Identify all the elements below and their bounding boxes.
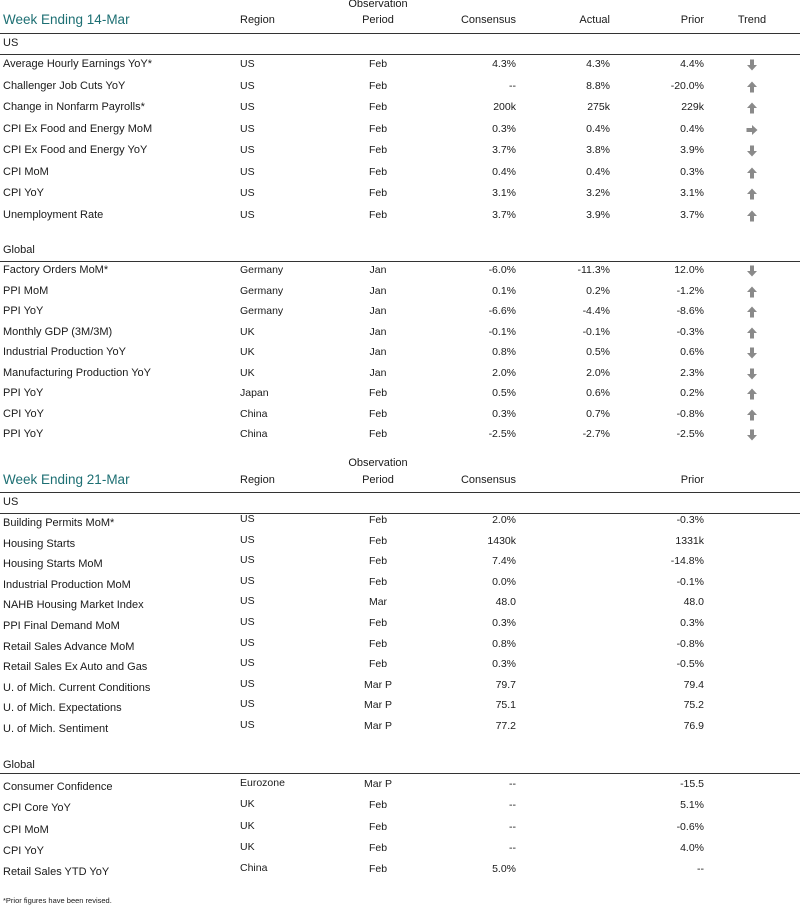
indicator-label: Housing Starts xyxy=(3,537,76,550)
header-rule xyxy=(0,492,800,493)
region-cell: US xyxy=(240,616,255,628)
consensus-cell: -0.1% xyxy=(488,325,516,338)
prior-cell: 2.3% xyxy=(680,366,704,379)
region-cell: US xyxy=(240,595,255,608)
section-rule xyxy=(0,261,800,262)
header-trend: Trend xyxy=(737,14,767,26)
prior-cell: 48.0 xyxy=(683,596,704,609)
region-cell: US xyxy=(240,122,255,135)
trend-up-icon xyxy=(745,209,759,223)
prior-cell: -1.2% xyxy=(676,284,704,297)
period-cell: Mar xyxy=(368,596,388,609)
trend-up-icon xyxy=(745,80,759,94)
section-heading: Global xyxy=(3,759,35,771)
consensus-cell: -- xyxy=(509,799,516,812)
indicator-label: Change in Nonfarm Payrolls* xyxy=(3,101,145,113)
actual-cell: 0.4% xyxy=(586,122,610,135)
period-cell: Feb xyxy=(368,575,388,588)
period-cell: Jan xyxy=(369,325,387,338)
prior-cell: -2.5% xyxy=(676,428,704,440)
header-region: Region xyxy=(240,474,275,486)
trend-up-icon xyxy=(745,101,759,115)
header-prior: Prior xyxy=(680,474,704,486)
actual-cell: 0.5% xyxy=(586,346,610,358)
consensus-cell: 0.4% xyxy=(492,165,516,178)
period-cell: Feb xyxy=(368,144,388,156)
prior-cell: 3.9% xyxy=(680,144,704,156)
consensus-cell: 200k xyxy=(493,101,516,113)
indicator-label: CPI YoY xyxy=(3,187,44,199)
period-cell: Jan xyxy=(369,284,387,297)
region-cell: UK xyxy=(240,819,255,832)
region-cell: US xyxy=(240,698,255,711)
actual-cell: -11.3% xyxy=(577,264,610,276)
period-cell: Feb xyxy=(368,101,388,113)
region-cell: US xyxy=(240,657,255,670)
week-title: Week Ending 14-Mar xyxy=(3,12,130,27)
prior-cell: -0.3% xyxy=(676,325,704,338)
indicator-label: Average Hourly Earnings YoY* xyxy=(3,58,153,70)
region-cell: UK xyxy=(240,366,255,379)
consensus-cell: 0.0% xyxy=(492,575,516,588)
header-observation: Observation xyxy=(348,0,408,10)
consensus-cell: 77.2 xyxy=(495,720,516,732)
trend-up-icon xyxy=(745,187,759,201)
consensus-cell: -6.6% xyxy=(488,305,516,317)
period-cell: Feb xyxy=(368,617,388,629)
region-cell: US xyxy=(240,187,255,199)
region-cell: UK xyxy=(240,798,255,811)
period-cell: Jan xyxy=(369,366,387,379)
trend-up-icon xyxy=(745,408,759,422)
consensus-cell: 5.0% xyxy=(492,863,516,876)
indicator-label: CPI Core YoY xyxy=(3,802,71,815)
region-cell: US xyxy=(240,719,255,731)
period-cell: Jan xyxy=(369,264,387,276)
period-cell: Feb xyxy=(368,514,388,526)
trend-down-icon xyxy=(745,367,759,381)
consensus-cell: 7.4% xyxy=(492,555,516,568)
consensus-cell: 48.0 xyxy=(495,596,516,609)
trend-down-icon xyxy=(745,264,759,278)
section-heading: US xyxy=(3,37,19,49)
consensus-cell: -6.0% xyxy=(488,264,516,276)
period-cell: Jan xyxy=(369,346,387,358)
consensus-cell: -- xyxy=(509,841,516,854)
header-prior: Prior xyxy=(680,14,704,26)
region-cell: China xyxy=(240,428,268,440)
section-rule xyxy=(0,54,800,55)
region-cell: US xyxy=(240,79,255,92)
period-cell: Feb xyxy=(368,79,388,92)
indicator-label: Industrial Production MoM xyxy=(3,578,131,591)
actual-cell: 4.3% xyxy=(586,58,610,70)
period-cell: Feb xyxy=(368,407,388,420)
trend-up-icon xyxy=(745,326,759,340)
header-consensus: Consensus xyxy=(460,14,516,26)
region-cell: UK xyxy=(240,840,255,853)
period-cell: Feb xyxy=(368,841,388,854)
indicator-label: U. of Mich. Current Conditions xyxy=(3,681,151,694)
region-cell: US xyxy=(240,513,255,525)
actual-cell: 0.2% xyxy=(586,284,610,297)
indicator-label: CPI Ex Food and Energy YoY xyxy=(3,144,148,156)
period-cell: Feb xyxy=(368,187,388,199)
actual-cell: 0.7% xyxy=(586,407,610,420)
prior-cell: 0.6% xyxy=(680,346,704,358)
period-cell: Feb xyxy=(368,208,388,221)
period-cell: Mar P xyxy=(363,720,392,732)
trend-down-icon xyxy=(745,428,759,442)
period-cell: Feb xyxy=(368,820,388,833)
prior-cell: 0.3% xyxy=(680,617,704,629)
prior-cell: -0.8% xyxy=(676,637,704,650)
consensus-cell: 1430k xyxy=(487,534,516,547)
trend-down-icon xyxy=(745,144,759,158)
indicator-label: PPI YoY xyxy=(3,387,44,399)
indicator-label: PPI YoY xyxy=(3,428,44,440)
prior-cell: 75.2 xyxy=(683,699,704,712)
prior-cell: 3.7% xyxy=(680,208,704,221)
indicator-label: PPI YoY xyxy=(3,305,44,317)
prior-cell: 4.0% xyxy=(680,841,704,854)
prior-cell: 3.1% xyxy=(680,187,704,199)
actual-cell: 3.8% xyxy=(586,144,610,156)
actual-cell: -4.4% xyxy=(582,305,610,317)
actual-cell: -2.7% xyxy=(582,428,610,440)
consensus-cell: 0.5% xyxy=(492,387,516,399)
prior-cell: 1331k xyxy=(675,534,704,547)
indicator-label: Consumer Confidence xyxy=(3,781,113,793)
header-consensus: Consensus xyxy=(460,474,516,486)
indicator-label: Monthly GDP (3M/3M) xyxy=(3,325,113,338)
indicator-label: Factory Orders MoM* xyxy=(3,264,109,276)
prior-cell: -20.0% xyxy=(670,79,704,92)
indicator-label: Retail Sales Ex Auto and Gas xyxy=(3,661,148,674)
trend-up-icon xyxy=(745,285,759,299)
consensus-cell: 0.8% xyxy=(492,637,516,650)
actual-cell: 0.4% xyxy=(586,165,610,178)
period-cell: Feb xyxy=(368,534,388,547)
region-cell: China xyxy=(240,862,268,875)
region-cell: US xyxy=(240,636,255,649)
header-actual: Actual xyxy=(579,14,610,26)
region-cell: Japan xyxy=(240,387,269,399)
indicator-label: U. of Mich. Sentiment xyxy=(3,723,109,735)
consensus-cell: 0.8% xyxy=(492,346,516,358)
trend-down-icon xyxy=(745,58,759,72)
consensus-cell: -- xyxy=(509,778,516,790)
prior-cell: 79.4 xyxy=(683,678,704,691)
consensus-cell: -- xyxy=(509,820,516,833)
actual-cell: 275k xyxy=(587,101,610,113)
section-rule xyxy=(0,773,800,774)
period-cell: Feb xyxy=(368,165,388,178)
consensus-cell: 0.3% xyxy=(492,122,516,135)
prior-cell: -0.6% xyxy=(676,820,704,833)
consensus-cell: 2.0% xyxy=(492,366,516,379)
prior-cell: -0.3% xyxy=(676,514,704,526)
indicator-label: PPI MoM xyxy=(3,284,49,297)
region-cell: US xyxy=(240,144,255,156)
consensus-cell: 3.7% xyxy=(492,144,516,156)
period-cell: Feb xyxy=(368,637,388,650)
region-cell: US xyxy=(240,533,255,546)
period-cell: Feb xyxy=(368,122,388,135)
period-cell: Feb xyxy=(368,58,388,70)
region-cell: Germany xyxy=(240,264,284,276)
region-cell: UK xyxy=(240,325,255,338)
indicator-label: U. of Mich. Expectations xyxy=(3,702,122,715)
indicator-label: PPI Final Demand MoM xyxy=(3,620,120,632)
period-cell: Feb xyxy=(368,555,388,568)
actual-cell: 3.9% xyxy=(586,208,610,221)
trend-up-icon xyxy=(745,387,759,401)
actual-cell: 8.8% xyxy=(586,79,610,92)
indicator-label: CPI Ex Food and Energy MoM xyxy=(3,122,153,135)
consensus-cell: 75.1 xyxy=(495,699,516,712)
indicator-label: Housing Starts MoM xyxy=(3,558,103,571)
indicator-label: Manufacturing Production YoY xyxy=(3,366,151,379)
indicator-label: Building Permits MoM* xyxy=(3,517,115,529)
prior-cell: 229k xyxy=(681,101,704,113)
prior-cell: 4.4% xyxy=(680,58,704,70)
header-period: Period xyxy=(362,474,394,486)
trend-up-icon xyxy=(745,166,759,180)
consensus-cell: 0.3% xyxy=(492,407,516,420)
indicator-label: Retail Sales Advance MoM xyxy=(3,640,135,653)
indicator-label: Challenger Job Cuts YoY xyxy=(3,79,126,92)
trend-down-icon xyxy=(745,346,759,360)
prior-cell: -- xyxy=(697,863,704,876)
prior-cell: -0.1% xyxy=(676,575,704,588)
prior-cell: 0.4% xyxy=(680,122,704,135)
region-cell: US xyxy=(240,554,255,567)
region-cell: Eurozone xyxy=(240,777,285,789)
indicator-label: CPI MoM xyxy=(3,165,49,178)
region-cell: US xyxy=(240,677,255,690)
prior-cell: 76.9 xyxy=(683,720,704,732)
consensus-cell: 3.7% xyxy=(492,208,516,221)
indicator-label: CPI MoM xyxy=(3,823,49,836)
region-cell: UK xyxy=(240,346,255,358)
prior-cell: -14.8% xyxy=(670,555,704,568)
region-cell: Germany xyxy=(240,284,284,297)
section-heading: Global xyxy=(3,244,35,256)
indicator-label: Retail Sales YTD YoY xyxy=(3,866,110,879)
consensus-cell: 0.1% xyxy=(492,284,516,297)
consensus-cell: 3.1% xyxy=(492,187,516,199)
section-heading: US xyxy=(3,496,19,508)
region-cell: US xyxy=(240,165,255,178)
period-cell: Feb xyxy=(368,658,388,671)
consensus-cell: 79.7 xyxy=(495,678,516,691)
period-cell: Jan xyxy=(369,305,387,317)
period-cell: Mar P xyxy=(363,678,392,691)
consensus-cell: 2.0% xyxy=(492,514,516,526)
header-observation: Observation xyxy=(348,457,408,469)
prior-cell: 5.1% xyxy=(680,799,704,812)
consensus-cell: 0.3% xyxy=(492,617,516,629)
consensus-cell: 4.3% xyxy=(492,58,516,70)
region-cell: US xyxy=(240,58,255,70)
header-rule xyxy=(0,33,800,34)
period-cell: Mar P xyxy=(363,699,392,712)
trend-right-icon xyxy=(745,123,759,137)
consensus-cell: -2.5% xyxy=(488,428,516,440)
footnote: *Prior figures have been revised. xyxy=(3,896,112,905)
region-cell: China xyxy=(240,407,268,420)
actual-cell: 3.2% xyxy=(586,187,610,199)
period-cell: Mar P xyxy=(363,778,392,790)
indicator-label: Unemployment Rate xyxy=(3,208,104,221)
prior-cell: 0.3% xyxy=(680,165,704,178)
actual-cell: 2.0% xyxy=(586,366,610,379)
prior-cell: 0.2% xyxy=(680,387,704,399)
region-cell: US xyxy=(240,101,255,113)
period-cell: Feb xyxy=(368,428,388,440)
region-cell: US xyxy=(240,574,255,587)
indicator-label: Industrial Production YoY xyxy=(3,346,126,358)
prior-cell: -8.6% xyxy=(676,305,704,317)
indicator-label: NAHB Housing Market Index xyxy=(3,599,144,612)
prior-cell: -0.5% xyxy=(676,658,704,671)
region-cell: Germany xyxy=(240,305,284,317)
prior-cell: -15.5 xyxy=(680,778,704,790)
header-period: Period xyxy=(362,14,394,26)
indicator-label: CPI YoY xyxy=(3,844,44,857)
header-region: Region xyxy=(240,14,275,26)
period-cell: Feb xyxy=(368,863,388,876)
prior-cell: 12.0% xyxy=(674,264,704,276)
actual-cell: 0.6% xyxy=(586,387,610,399)
trend-up-icon xyxy=(745,305,759,319)
actual-cell: -0.1% xyxy=(582,325,610,338)
consensus-cell: -- xyxy=(509,79,516,92)
period-cell: Feb xyxy=(368,387,388,399)
prior-cell: -0.8% xyxy=(676,407,704,420)
indicator-label: CPI YoY xyxy=(3,407,44,420)
region-cell: US xyxy=(240,208,255,221)
period-cell: Feb xyxy=(368,799,388,812)
consensus-cell: 0.3% xyxy=(492,658,516,671)
week-title: Week Ending 21-Mar xyxy=(3,472,130,487)
